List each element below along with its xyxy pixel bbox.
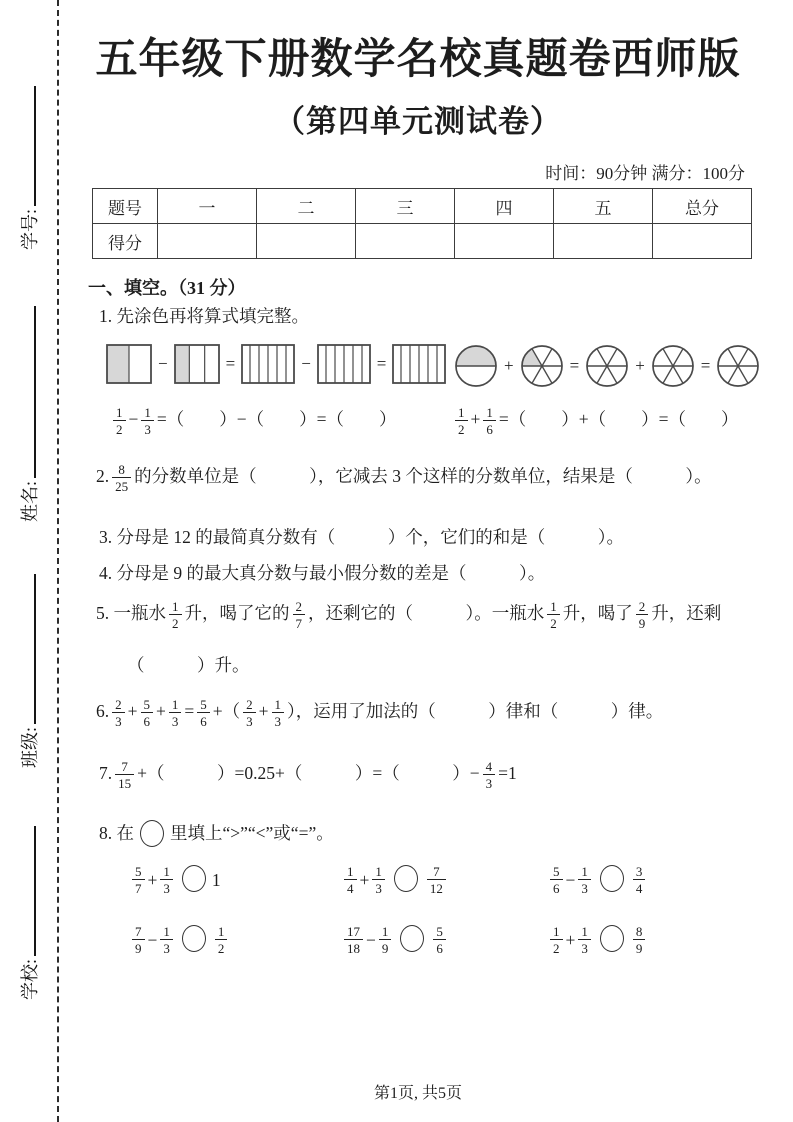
fraction-circle-diagram[interactable] <box>454 344 498 388</box>
equation-text: − <box>128 409 139 430</box>
score-input-cell[interactable] <box>158 224 257 259</box>
question-8-prompt <box>99 820 334 850</box>
score-input-cell[interactable] <box>356 224 455 259</box>
equation-text: = <box>184 701 195 722</box>
fraction: $\frac{2}{3}$ <box>243 698 256 728</box>
fraction: $\frac{4}{3}$ <box>483 760 496 790</box>
fraction: $\frac{2}{9}$ <box>636 600 649 630</box>
student-number-label: 学号: <box>20 208 40 250</box>
class-fill-line[interactable] <box>32 574 36 724</box>
operator-text: + <box>504 356 514 375</box>
operator-text: = <box>225 354 236 373</box>
score-input-cell[interactable] <box>257 224 356 259</box>
fraction: $\frac{1}{3}$ <box>578 865 591 895</box>
equation-text: − <box>147 929 158 950</box>
fraction: $\frac{7}{15}$ <box>115 760 134 790</box>
fraction: $\frac{1}{6}$ <box>483 406 496 436</box>
equation-text: （ ）升。 <box>127 655 250 675</box>
equation-text: 升，喝了 <box>562 603 633 624</box>
equation-text: =（ ）−（ ）=（ ） <box>156 409 397 430</box>
equation-text: 6. <box>96 701 110 722</box>
fraction: $\frac{1}{2}$ <box>215 925 228 955</box>
equation-text: − <box>366 929 376 950</box>
fraction: $\frac{3}{4}$ <box>633 865 646 895</box>
question-1-equation-right <box>452 406 738 436</box>
fraction-strip-diagram[interactable] <box>106 344 152 384</box>
fraction-strip-diagram[interactable] <box>392 344 446 384</box>
fraction: $\frac{7}{12}$ <box>427 865 446 895</box>
school-label: 学校: <box>20 958 40 1000</box>
equation-text: + <box>156 701 166 722</box>
equation-text: 3. 分母是 12 的最简真分数有（ ）个，它们的和是（ ）。 <box>99 527 624 547</box>
fraction: $\frac{1}{2}$ <box>455 406 468 436</box>
score-label-cell: 三 <box>356 189 455 224</box>
fraction-circle-diagram[interactable] <box>716 344 760 388</box>
equation-text: − <box>565 869 576 890</box>
student-number-field <box>16 86 42 250</box>
equation-text: +（ ）=0.25+（ ）=（ ）− <box>137 763 480 784</box>
question-8-item-3 <box>547 858 751 902</box>
score-input-cell[interactable] <box>554 224 653 259</box>
fraction: $\frac{1}{3}$ <box>372 865 385 895</box>
compare-circle[interactable] <box>182 925 206 952</box>
fraction: $\frac{1}{3}$ <box>578 925 591 955</box>
operator-text: − <box>301 354 311 373</box>
score-table-score-row <box>93 224 752 259</box>
class-label: 班级: <box>20 726 40 768</box>
score-input-cell[interactable] <box>455 224 554 259</box>
question-5-line-1 <box>96 600 721 630</box>
operator-text: = <box>569 356 580 375</box>
equation-text: 5. 一瓶水 <box>96 603 166 624</box>
equation-text: ），运用了加法的（ ）律和（ ）律。 <box>287 701 664 722</box>
compare-circle[interactable] <box>600 925 624 952</box>
compare-circle[interactable] <box>140 820 164 847</box>
fraction-strip-diagram[interactable] <box>317 344 371 384</box>
fraction: $\frac{1}{3}$ <box>160 865 173 895</box>
score-label-cell: 二 <box>257 189 356 224</box>
fraction: $\frac{1}{2}$ <box>547 600 560 630</box>
fraction: $\frac{8}{25}$ <box>112 463 131 493</box>
equation-text: + <box>258 701 269 722</box>
school-field <box>16 826 42 1000</box>
fraction: $\frac{5}{7}$ <box>132 865 145 895</box>
fraction: $\frac{1}{4}$ <box>344 865 357 895</box>
section-1-heading: 一、填空。（31 分） <box>88 278 246 298</box>
operator-text: = <box>700 356 711 375</box>
school-fill-line[interactable] <box>32 826 36 956</box>
question-3 <box>99 527 624 549</box>
student-name-label: 姓名: <box>20 480 40 522</box>
compare-circle[interactable] <box>600 865 624 892</box>
operator-text: + <box>635 356 645 375</box>
fraction: $\frac{1}{3}$ <box>169 698 182 728</box>
equation-text: 4. 分母是 9 的最大真分数与最小假分数的差是（ ）。 <box>99 563 546 583</box>
question-1-rect-diagrams <box>104 344 448 384</box>
student-number-fill-line[interactable] <box>32 86 36 206</box>
question-8-item-5 <box>341 918 547 962</box>
fraction: $\frac{7}{9}$ <box>132 925 145 955</box>
question-8-item-6 <box>547 918 751 962</box>
equation-text: 升，喝了它的 <box>184 603 290 624</box>
equation-text: + <box>470 409 481 430</box>
question-7 <box>99 760 517 790</box>
question-1-equation-left <box>110 406 396 436</box>
question-1-circle-diagrams <box>452 344 762 388</box>
equation-text: 升，还剩 <box>651 603 722 624</box>
page-title: 五年级下册数学名校真题卷西师版 <box>95 37 741 83</box>
equation-text: =（ ）+（ ）=（ ） <box>498 409 739 430</box>
score-label-cell: 题号 <box>93 189 158 224</box>
question-6 <box>96 698 663 728</box>
operator-text: = <box>376 354 387 373</box>
cut-line-dashed-divider <box>57 0 59 1122</box>
question-8-item-2 <box>341 858 547 902</box>
fraction: $\frac{17}{18}$ <box>344 925 363 955</box>
equation-text: =1 <box>498 763 517 784</box>
question-8-item-1 <box>129 858 341 902</box>
fraction-circle-diagram[interactable] <box>585 344 629 388</box>
operator-text: − <box>158 354 168 373</box>
equation-text: 里填上“>”“<”或“=”。 <box>170 823 334 844</box>
compare-circle[interactable] <box>394 865 418 892</box>
fraction-circle-diagram[interactable] <box>651 344 695 388</box>
equation-text: 2. <box>96 466 110 487</box>
fraction: $\frac{2}{7}$ <box>293 600 306 630</box>
score-table <box>92 188 752 259</box>
score-label-cell: 四 <box>455 189 554 224</box>
fraction: $\frac{1}{3}$ <box>160 925 173 955</box>
time-and-score-info: 时间：90分钟 满分：100分 <box>545 164 745 183</box>
compare-circle[interactable] <box>400 925 424 952</box>
score-label-cell: 一 <box>158 189 257 224</box>
fraction: $\frac{1}{2}$ <box>169 600 182 630</box>
question-8-item-4 <box>129 918 341 962</box>
score-table-header-row <box>93 189 752 224</box>
student-name-field <box>16 306 42 522</box>
score-label-cell: 得分 <box>93 224 158 259</box>
equation-text: + <box>127 701 138 722</box>
question-4 <box>99 563 545 585</box>
equation-text: 8. 在 <box>99 823 134 844</box>
fraction-circle-diagram[interactable] <box>520 344 564 388</box>
equation-text: +（ <box>212 701 241 722</box>
equation-text: + <box>565 929 576 950</box>
equation-text: + <box>359 869 370 890</box>
score-label-cell: 总分 <box>653 189 752 224</box>
question-2 <box>96 463 712 493</box>
fraction: $\frac{1}{2}$ <box>113 406 126 436</box>
question-8-comparison-grid <box>129 858 751 962</box>
fraction: $\frac{5}{6}$ <box>550 865 563 895</box>
page-number-footer: 第1页, 共5页 <box>373 1085 462 1102</box>
equation-text: ，还剩它的（ ）。一瓶水 <box>308 603 545 624</box>
equation-text: 的分数单位是（ ），它减去 3 个这样的分数单位，结果是（ ）。 <box>134 466 712 487</box>
page-subtitle: （第四单元测试卷） <box>274 104 562 139</box>
fraction: $\frac{8}{9}$ <box>633 925 646 955</box>
equation-text: + <box>147 869 158 890</box>
student-name-fill-line[interactable] <box>32 306 36 478</box>
fraction: $\frac{1}{9}$ <box>379 925 392 955</box>
fraction: $\frac{1}{2}$ <box>550 925 563 955</box>
score-input-cell[interactable] <box>653 224 752 259</box>
fraction: $\frac{5}{6}$ <box>141 698 154 728</box>
fraction-strip-diagram[interactable] <box>174 344 220 384</box>
fraction: $\frac{1}{3}$ <box>272 698 285 728</box>
fraction: $\frac{1}{3}$ <box>141 406 154 436</box>
class-field <box>16 574 42 768</box>
fraction: $\frac{5}{6}$ <box>197 698 210 728</box>
fraction: $\frac{2}{3}$ <box>112 698 125 728</box>
question-1-prompt: 1. 先涂色再将算式填完整。 <box>99 306 309 326</box>
equation-text: 7. <box>99 763 113 784</box>
question-5-line-2 <box>127 655 250 677</box>
compare-circle[interactable] <box>182 865 206 892</box>
fraction: $\frac{5}{6}$ <box>433 925 446 955</box>
equation-text: 1 <box>211 869 221 890</box>
score-label-cell: 五 <box>554 189 653 224</box>
fraction-strip-diagram[interactable] <box>241 344 295 384</box>
